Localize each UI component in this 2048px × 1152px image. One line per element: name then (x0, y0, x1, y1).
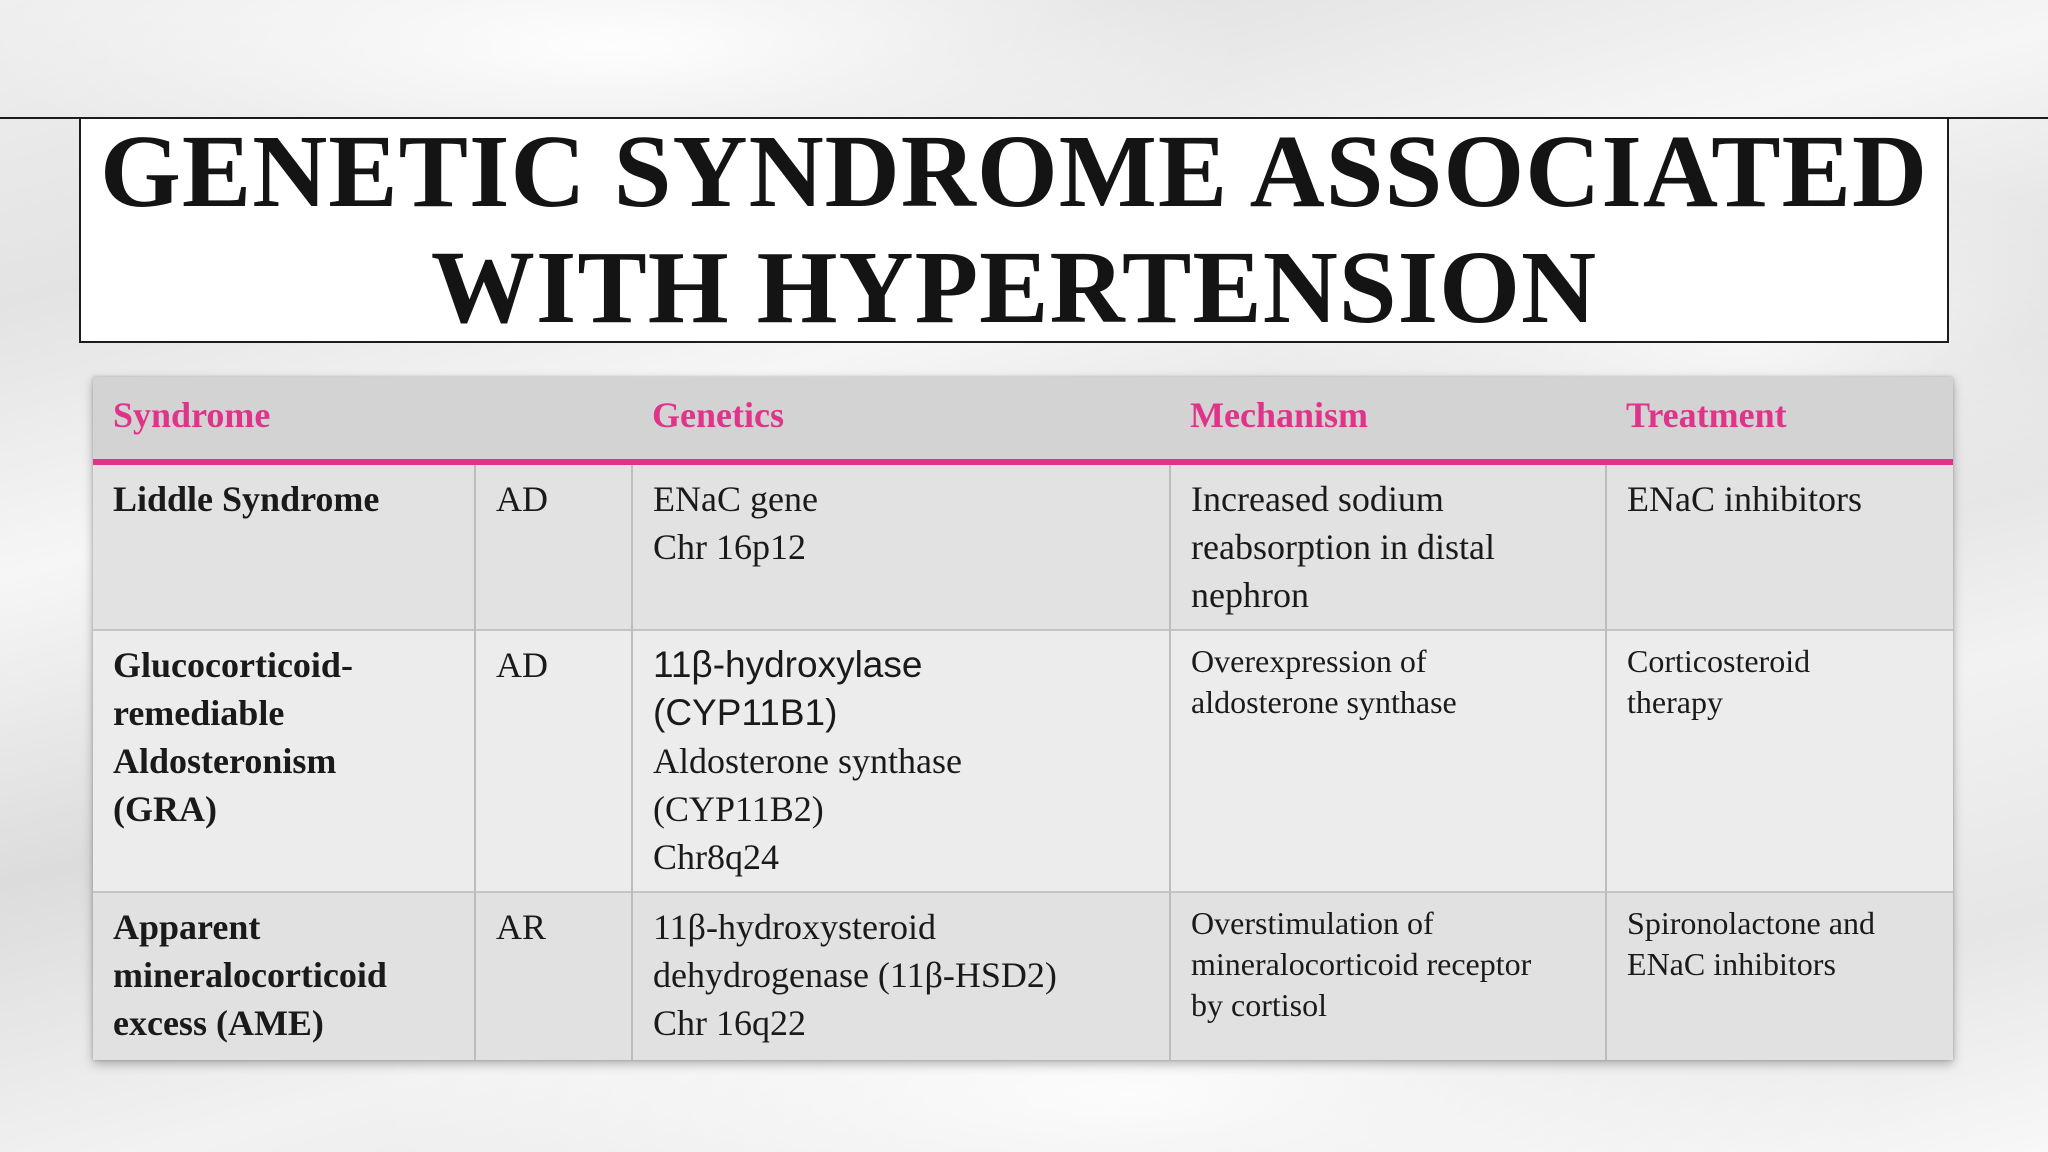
cell-inheritance: AR (475, 892, 632, 1060)
cell-genetics (632, 630, 1170, 892)
cell-line: Chr 16q22 (653, 1003, 807, 1043)
cell-line: aldosterone synthase (1191, 684, 1457, 720)
cell-mechanism (1170, 630, 1606, 892)
cell-syndrome (93, 630, 475, 892)
syndrome-table (93, 377, 1953, 1060)
cell-line: ENaC inhibitors (1627, 946, 1836, 982)
cell-line: Corticosteroid (1627, 643, 1811, 679)
slide-title-box (79, 114, 1949, 345)
header-syndrome: Syndrome (93, 377, 632, 462)
cell-treatment (1606, 462, 1953, 630)
table-row (93, 630, 1953, 892)
cell-genetics (632, 462, 1170, 630)
cell-line: mineralocorticoid receptor (1191, 946, 1532, 982)
header-genetics: Genetics (632, 377, 1170, 462)
cell-line: Spironolactone and (1627, 905, 1875, 941)
table-header-row (93, 377, 1953, 462)
slide-title (100, 114, 1928, 346)
cell-line: (CYP11B2) (653, 789, 824, 829)
slide-title-line-1: GENETIC SYNDROME ASSOCIATED (99, 114, 1929, 229)
cell-treatment (1606, 630, 1953, 892)
cell-line: therapy (1627, 684, 1723, 720)
cell-syndrome (93, 892, 475, 1060)
cell-line: Overexpression of (1191, 643, 1427, 679)
cell-line: (GRA) (113, 789, 217, 829)
cell-line: Chr8q24 (653, 837, 780, 877)
cell-line: nephron (1191, 575, 1309, 615)
cell-line: excess (AME) (113, 1003, 324, 1043)
cell-line: by cortisol (1191, 987, 1327, 1023)
cell-line: Liddle Syndrome (113, 479, 380, 519)
cell-genetics (632, 892, 1170, 1060)
cell-line: 11β-hydroxylase (653, 644, 923, 685)
table-row (93, 462, 1953, 630)
cell-line: 11β-hydroxysteroid (653, 907, 936, 947)
cell-line: ENaC gene (653, 479, 818, 519)
cell-line: reabsorption in distal (1191, 527, 1495, 567)
table-row (93, 892, 1953, 1060)
cell-line: dehydrogenase (11β-HSD2) (653, 955, 1057, 995)
cell-inheritance: AD (475, 630, 632, 892)
cell-treatment (1606, 892, 1953, 1060)
cell-line: Increased sodium (1191, 479, 1444, 519)
cell-syndrome (93, 462, 475, 630)
header-treatment: Treatment (1606, 377, 1953, 462)
cell-mechanism (1170, 462, 1606, 630)
cell-line: (CYP11B1) (653, 692, 838, 733)
cell-line: mineralocorticoid (113, 955, 387, 995)
cell-line: Aldosterone synthase (653, 741, 962, 781)
cell-line: ENaC inhibitors (1627, 479, 1862, 519)
cell-line: Overstimulation of (1191, 905, 1434, 941)
cell-line: remediable (113, 693, 285, 733)
cell-inheritance: AD (475, 462, 632, 630)
header-mechanism: Mechanism (1170, 377, 1606, 462)
cell-mechanism (1170, 892, 1606, 1060)
cell-line: Chr 16p12 (653, 527, 807, 567)
cell-line: Glucocorticoid- (113, 645, 353, 685)
cell-line: Apparent (113, 907, 261, 947)
slide-title-line-2: WITH HYPERTENSION (430, 230, 1598, 345)
syndrome-table-container (93, 377, 1953, 1060)
cell-line: Aldosteronism (113, 741, 337, 781)
